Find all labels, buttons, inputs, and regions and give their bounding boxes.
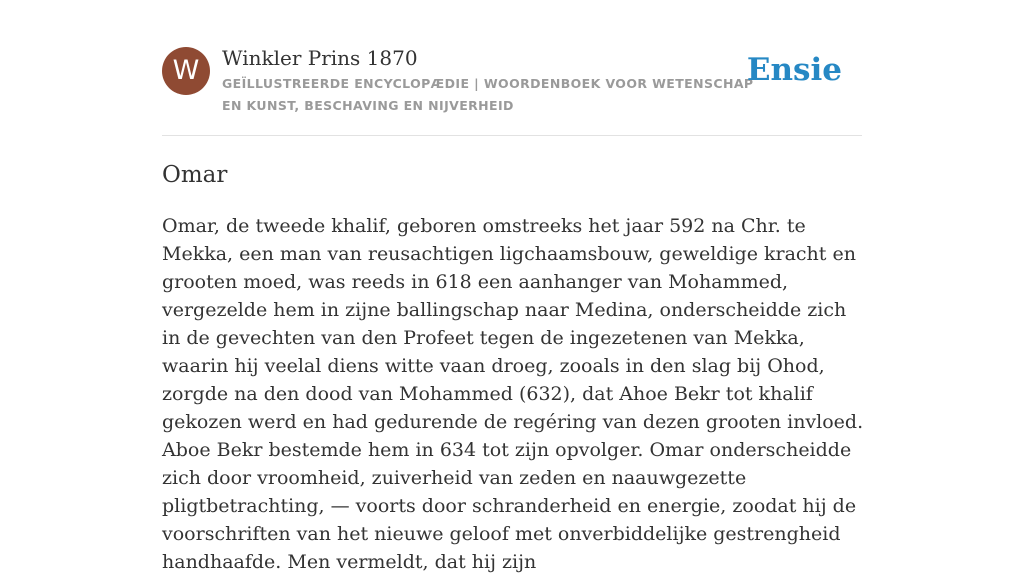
ensie-logo[interactable]: Ensie: [746, 52, 842, 88]
source-header: [162, 42, 862, 136]
source-title-link[interactable]: Winkler Prins 1870: [222, 46, 418, 70]
source-avatar[interactable]: W: [162, 47, 210, 95]
entry-title: Omar: [162, 162, 228, 188]
entry-body: Omar, de tweede khalif, geboren omstreeks het jaar 592 na Chr. te Mekka, een man van reusachtigen ligchaamsbouw, geweldige kracht en grooten moed, was reeds in 618 een aanhanger van Mohammed, vergezelde hem in zijne ballingschap naar Medina, onderscheidde zich in de gevechten van den Profeet tegen de ingezetenen van Mekka, waarin hij veelal diens witte vaan droeg, zooals in den slag bij Ohod, zorgde na den dood van Mohammed (632), dat Ahoe Bekr tot khalif gekozen werd en had gedurende de regéring van dezen grooten invloed. Aboe Bekr bestemde hem in 634 tot zijn opvolger. Omar onderscheidde zich door vroomheid, zuiverheid van zeden en naauwgezette pligtbetrachting, — voorts door schranderheid en energie, zoodat hij de voorschriften van het nieuwe geloof met onverbiddelijke gestrengheid handhaafde. Men vermeldt, dat hij zijn: [162, 215, 864, 573]
source-subtitle: GEÏLLUSTREERDE ENCYCLOPÆDIE | WOORDENBOEK VOOR WETENSCHAP EN KUNST, BESCHAVING EN NIJVERHEID: [222, 76, 754, 113]
